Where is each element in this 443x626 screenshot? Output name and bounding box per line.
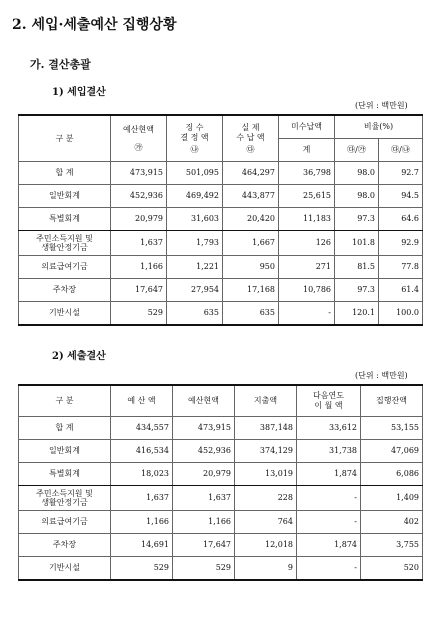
cell: 13,019	[235, 463, 297, 486]
cell: 1,637	[111, 486, 173, 511]
cell: -	[297, 557, 361, 581]
page-title: 2. 세입·세출예산 집행상황	[12, 17, 177, 33]
cell: 17,647	[173, 534, 235, 557]
cell: 1,166	[111, 511, 173, 534]
table-row	[19, 162, 423, 185]
circled-na-mark: ㉯	[190, 144, 199, 154]
cell: 635	[167, 302, 223, 326]
cell: 473,915	[111, 162, 167, 185]
cell: 529	[111, 302, 167, 326]
cell: 1,221	[167, 256, 223, 279]
revenue-header-ratio-a: ㉰/㉮	[335, 139, 379, 162]
cell: 27,954	[167, 279, 223, 302]
revenue-header-collected	[223, 115, 279, 162]
cell: 61.4	[379, 279, 423, 302]
cell: 1,874	[297, 534, 361, 557]
table-row	[19, 511, 423, 534]
cell: 20,979	[111, 208, 167, 231]
table-row	[19, 302, 423, 326]
cell: 64.6	[379, 208, 423, 231]
cell: 97.3	[335, 208, 379, 231]
cell: 529	[173, 557, 235, 581]
cell: 11,183	[279, 208, 335, 231]
table-row	[19, 440, 423, 463]
cell: 6,086	[361, 463, 423, 486]
cell: 31,738	[297, 440, 361, 463]
cell: 452,936	[173, 440, 235, 463]
cell: 1,667	[223, 231, 279, 256]
table-row	[19, 557, 423, 581]
cell: 25,615	[279, 185, 335, 208]
expenditure-header-budget: 예 산 액	[111, 385, 173, 417]
cell: 101.8	[335, 231, 379, 256]
cell: 416,534	[111, 440, 173, 463]
cell: 3,755	[361, 534, 423, 557]
cell: 31,603	[167, 208, 223, 231]
revenue-heading: 1) 세입결산	[52, 87, 106, 98]
cell: 53,155	[361, 417, 423, 440]
cell: 18,023	[111, 463, 173, 486]
cell: 635	[223, 302, 279, 326]
cell: 10,786	[279, 279, 335, 302]
cell: 1,874	[297, 463, 361, 486]
cell: 126	[279, 231, 335, 256]
cell: 1,166	[173, 511, 235, 534]
row-label: 주민소득지원 및 생활안정기금	[19, 486, 111, 511]
table-row	[19, 534, 423, 557]
table-row	[19, 463, 423, 486]
row-label: 기반시설	[19, 557, 111, 581]
cell: 17,647	[111, 279, 167, 302]
table-row	[19, 231, 423, 256]
cell: 98.0	[335, 185, 379, 208]
cell: 434,557	[111, 417, 173, 440]
cell: 12,018	[235, 534, 297, 557]
cell: 120.1	[335, 302, 379, 326]
cell: 764	[235, 511, 297, 534]
revenue-header-uncollected: 미수납액	[279, 115, 335, 139]
cell: 97.3	[335, 279, 379, 302]
cell: 529	[111, 557, 173, 581]
row-label: 기반시설	[19, 302, 111, 326]
cell: 1,793	[167, 231, 223, 256]
cell: 1,637	[111, 231, 167, 256]
cell: -	[297, 511, 361, 534]
cell: -	[279, 302, 335, 326]
expenditure-heading: 2) 세출결산	[52, 351, 106, 362]
table-row	[19, 256, 423, 279]
cell: 950	[223, 256, 279, 279]
expenditure-header-carryover: 다음연도 이 월 액	[297, 385, 361, 417]
cell: 1,637	[173, 486, 235, 511]
cell: 92.9	[379, 231, 423, 256]
table-row	[19, 486, 423, 511]
revenue-header-assessed-label: 징 수 결 정 액	[180, 122, 209, 142]
cell: 469,492	[167, 185, 223, 208]
expenditure-header-current: 예산현액	[173, 385, 235, 417]
expenditure-header-row	[19, 385, 423, 417]
row-label: 주차장	[19, 534, 111, 557]
cell: -	[297, 486, 361, 511]
cell: 387,148	[235, 417, 297, 440]
revenue-header-row-1	[19, 115, 423, 139]
table-row	[19, 279, 423, 302]
cell: 9	[235, 557, 297, 581]
row-label: 의료급여기금	[19, 511, 111, 534]
revenue-unit: (단위 : 백만원)	[355, 101, 408, 110]
cell: 271	[279, 256, 335, 279]
cell: 520	[361, 557, 423, 581]
expenditure-unit: (단위 : 백만원)	[355, 371, 408, 380]
cell: 14,691	[111, 534, 173, 557]
row-label: 특별회계	[19, 463, 111, 486]
cell: 1,166	[111, 256, 167, 279]
row-label: 특별회계	[19, 208, 111, 231]
revenue-header-category: 구 분	[19, 115, 111, 162]
cell: 473,915	[173, 417, 235, 440]
row-label: 주민소득지원 및 생활안정기금	[19, 231, 111, 256]
revenue-header-ratio: 비율(%)	[335, 115, 423, 139]
cell: 47,069	[361, 440, 423, 463]
revenue-header-budget-label: 예산현액	[123, 124, 154, 134]
revenue-header-assessed	[167, 115, 223, 162]
table-row	[19, 185, 423, 208]
cell: 228	[235, 486, 297, 511]
revenue-header-ratio-b: ㉰/㉯	[379, 139, 423, 162]
row-label: 합 계	[19, 162, 111, 185]
cell: 98.0	[335, 162, 379, 185]
expenditure-header-remaining: 집행잔액	[361, 385, 423, 417]
cell: 81.5	[335, 256, 379, 279]
revenue-header-uncollected-sub: 계	[279, 139, 335, 162]
row-label: 합 계	[19, 417, 111, 440]
cell: 100.0	[379, 302, 423, 326]
expenditure-header-category: 구 분	[19, 385, 111, 417]
cell: 20,420	[223, 208, 279, 231]
circled-ga-mark: ㉮	[134, 142, 143, 152]
cell: 464,297	[223, 162, 279, 185]
table-row	[19, 208, 423, 231]
cell: 374,129	[235, 440, 297, 463]
expenditure-table	[18, 384, 423, 581]
cell: 77.8	[379, 256, 423, 279]
revenue-table	[18, 114, 423, 326]
row-label: 주차장	[19, 279, 111, 302]
circled-da-mark: ㉰	[246, 144, 255, 154]
cell: 33,612	[297, 417, 361, 440]
cell: 402	[361, 511, 423, 534]
section-title: 가. 결산총괄	[30, 58, 91, 71]
cell: 20,979	[173, 463, 235, 486]
cell: 92.7	[379, 162, 423, 185]
row-label: 일반회계	[19, 185, 111, 208]
cell: 1,409	[361, 486, 423, 511]
cell: 501,095	[167, 162, 223, 185]
cell: 36,798	[279, 162, 335, 185]
cell: 452,936	[111, 185, 167, 208]
row-label: 일반회계	[19, 440, 111, 463]
row-label: 의료급여기금	[19, 256, 111, 279]
cell: 443,877	[223, 185, 279, 208]
revenue-header-budget	[111, 115, 167, 162]
expenditure-header-spent: 지출액	[235, 385, 297, 417]
table-row	[19, 417, 423, 440]
revenue-header-collected-label: 실 제 수 납 액	[236, 122, 265, 142]
cell: 94.5	[379, 185, 423, 208]
cell: 17,168	[223, 279, 279, 302]
